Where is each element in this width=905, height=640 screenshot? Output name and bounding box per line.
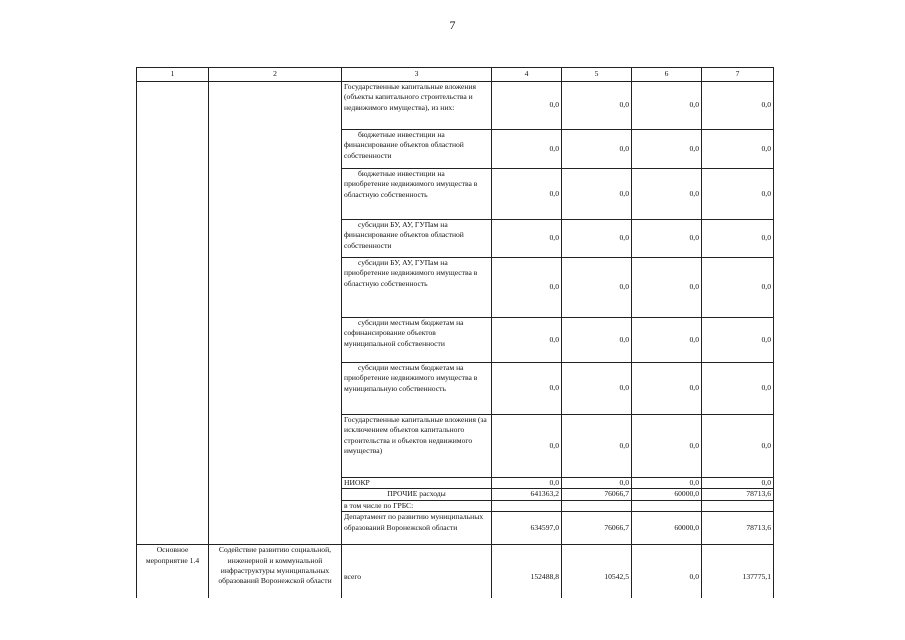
value-cell: 0,0 <box>492 220 562 258</box>
value-cell <box>562 500 632 511</box>
value-cell: 0,0 <box>702 478 774 489</box>
column-header: 1 <box>137 68 209 82</box>
value-cell: 0,0 <box>562 478 632 489</box>
value-cell: 0,0 <box>562 258 632 318</box>
table-row <box>137 545 774 598</box>
table-row <box>137 82 774 130</box>
value-cell: 0,0 <box>562 415 632 478</box>
value-cell: 137775,1 <box>702 545 774 598</box>
value-cell <box>632 500 702 511</box>
value-cell: 0,0 <box>632 478 702 489</box>
row-label: субсидии БУ, АУ, ГУПам на финансирование объектов областной собственности <box>342 220 492 258</box>
value-cell: 0,0 <box>702 258 774 318</box>
row-label: субсидии местным бюджетам на софинансирование объектов муниципальной собственности <box>342 318 492 363</box>
value-cell: 0,0 <box>702 318 774 363</box>
value-cell: 0,0 <box>702 130 774 169</box>
column-header: 7 <box>702 68 774 82</box>
value-cell: 78713,6 <box>702 489 774 500</box>
page-number: 7 <box>449 18 456 32</box>
column-header: 5 <box>562 68 632 82</box>
value-cell: 0,0 <box>702 363 774 415</box>
column-header: 2 <box>209 68 342 82</box>
value-cell: 0,0 <box>632 130 702 169</box>
value-cell: 0,0 <box>562 130 632 169</box>
value-cell: 0,0 <box>562 220 632 258</box>
row-label: бюджетные инвестиции на приобретение недвижимого имущества в областную собственность <box>342 169 492 220</box>
value-cell: 0,0 <box>562 169 632 220</box>
value-cell: 76066,7 <box>562 489 632 500</box>
merged-cell-col2 <box>209 82 342 545</box>
value-cell: 0,0 <box>702 82 774 130</box>
value-cell: 0,0 <box>632 415 702 478</box>
value-cell: 0,0 <box>562 82 632 130</box>
value-cell: 0,0 <box>632 318 702 363</box>
value-cell: 0,0 <box>492 258 562 318</box>
column-header: 6 <box>632 68 702 82</box>
value-cell: 0,0 <box>492 318 562 363</box>
value-cell: 0,0 <box>632 363 702 415</box>
value-cell: 0,0 <box>492 478 562 489</box>
value-cell: 0,0 <box>492 363 562 415</box>
row-label: Государственные капитальные вложения (за исключением объектов капитального строительства и объектов недвижимого имущества) <box>342 415 492 478</box>
value-cell: 0,0 <box>632 545 702 598</box>
value-cell: 0,0 <box>492 82 562 130</box>
value-cell: 0,0 <box>702 415 774 478</box>
row-label: всего <box>342 545 492 598</box>
column-header: 3 <box>342 68 492 82</box>
value-cell: 0,0 <box>632 82 702 130</box>
value-cell: 0,0 <box>492 415 562 478</box>
row-label: Государственные капитальные вложения (объекты капитального строительства и недвижимого имущества), из них: <box>342 82 492 130</box>
row-label: ПРОЧИЕ расходы <box>342 489 492 500</box>
budget-table-container <box>136 67 774 598</box>
value-cell: 76066,7 <box>562 512 632 545</box>
row-label: субсидии БУ, АУ, ГУПам на приобретение недвижимого имущества в областную собственность <box>342 258 492 318</box>
value-cell: 0,0 <box>632 169 702 220</box>
activity-number: Основное мероприятие 1.4 <box>137 545 209 598</box>
value-cell: 0,0 <box>562 318 632 363</box>
row-label: Департамент по развитию муниципальных образований Воронежской области <box>342 512 492 545</box>
value-cell: 0,0 <box>492 130 562 169</box>
column-header: 4 <box>492 68 562 82</box>
value-cell: 641363,2 <box>492 489 562 500</box>
row-label: бюджетные инвестиции на финансирование объектов областной собственности <box>342 130 492 169</box>
row-label: субсидии местным бюджетам на приобретение недвижимого имущества в муниципальную собственность <box>342 363 492 415</box>
value-cell: 0,0 <box>702 169 774 220</box>
value-cell: 0,0 <box>562 363 632 415</box>
value-cell: 60000,0 <box>632 489 702 500</box>
row-label: в том числе по ГРБС: <box>342 500 492 511</box>
value-cell: 0,0 <box>492 169 562 220</box>
value-cell: 0,0 <box>702 220 774 258</box>
value-cell: 60000,0 <box>632 512 702 545</box>
value-cell: 10542,5 <box>562 545 632 598</box>
value-cell: 0,0 <box>632 258 702 318</box>
value-cell: 634597,0 <box>492 512 562 545</box>
activity-name: Содействие развитию социальной, инженерной и коммунальной инфраструктуры муниципальных образований Воронежской области <box>209 545 342 598</box>
value-cell <box>702 500 774 511</box>
merged-cell-col1 <box>137 82 209 545</box>
value-cell: 152488,8 <box>492 545 562 598</box>
header-row <box>137 68 774 82</box>
value-cell: 0,0 <box>632 220 702 258</box>
value-cell: 78713,6 <box>702 512 774 545</box>
budget-table <box>136 67 774 598</box>
value-cell <box>492 500 562 511</box>
row-label: НИОКР <box>342 478 492 489</box>
